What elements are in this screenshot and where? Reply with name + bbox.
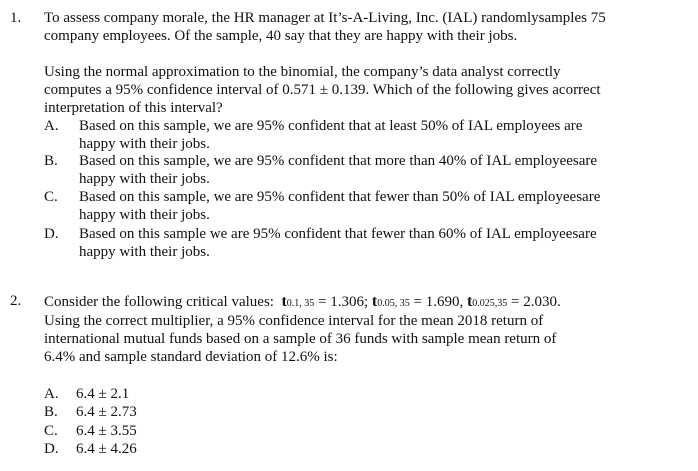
question-1-body-line-3: interpretation of this interval? bbox=[44, 100, 223, 116]
t-symbol-2: t bbox=[371, 293, 378, 310]
question-2-body-line-2: international mutual funds based on a sample of 36 funds with sample mean return of bbox=[44, 331, 557, 347]
question-2-body-line-1: Using the correct multiplier, a 95% confidence interval for the mean 2018 return of bbox=[44, 313, 544, 329]
option-text: 6.4 ± 2.1 bbox=[76, 386, 130, 402]
option-letter: D. bbox=[44, 226, 59, 242]
t-subscript-3: 0.025,35 bbox=[472, 298, 508, 309]
t-symbol-1: t bbox=[281, 293, 287, 310]
option-text: 6.4 ± 3.55 bbox=[76, 423, 137, 439]
t-value-3: = 2.030. bbox=[507, 294, 561, 310]
option-text-line-2: happy with their jobs. bbox=[79, 135, 210, 152]
question-1-stem-line-1: To assess company morale, the HR manager at It’s-A-Living, Inc. (IAL) randomlysamples 75 bbox=[44, 10, 606, 26]
option-text-line-1: Based on this sample, we are 95% confident that at least 50% of IAL employees are bbox=[79, 118, 583, 134]
question-2-body-line-3: 6.4% and sample standard deviation of 12.6% is: bbox=[44, 349, 338, 365]
t-subscript-1: 0.1, 35 bbox=[286, 298, 315, 309]
option-letter: C. bbox=[44, 189, 58, 205]
question-2-number: 2. bbox=[10, 293, 22, 309]
option-letter: D. bbox=[44, 441, 59, 457]
option-text-line-2: happy with their jobs. bbox=[79, 170, 210, 187]
option-text: 6.4 ± 4.26 bbox=[76, 441, 137, 457]
option-letter: B. bbox=[44, 404, 58, 420]
question-1-stem-line-2: company employees. Of the sample, 40 say that they are happy with their jobs. bbox=[44, 28, 518, 44]
option-text-line-1: Based on this sample, we are 95% confident that more than 40% of IAL employeesare bbox=[79, 153, 598, 169]
option-letter: A. bbox=[44, 118, 59, 134]
t-symbol-3: t bbox=[466, 293, 473, 310]
option-text-line-2: happy with their jobs. bbox=[79, 206, 210, 223]
question-1-number: 1. bbox=[10, 10, 22, 26]
question-1-body-line-2: computes a 95% confidence interval of 0.571 ± 0.139. Which of the following gives acorrect bbox=[44, 82, 601, 98]
option-letter: B. bbox=[44, 153, 58, 169]
t-subscript-2: 0.05, 35 bbox=[377, 298, 410, 309]
option-text-line-2: happy with their jobs. bbox=[79, 243, 210, 260]
option-letter: C. bbox=[44, 423, 58, 439]
t-value-2: = 1.690, bbox=[409, 294, 464, 310]
question-1-body-line-1: Using the normal approximation to the binomial, the company’s data analyst correctly bbox=[44, 64, 561, 80]
option-text-line-1: Based on this sample, we are 95% confident that fewer than 50% of IAL employeesare bbox=[79, 189, 601, 205]
option-letter: A. bbox=[44, 386, 59, 402]
t-value-1: = 1.306; bbox=[314, 294, 369, 310]
question-2-critical-values-line bbox=[44, 293, 684, 312]
option-text: 6.4 ± 2.73 bbox=[76, 404, 137, 420]
option-text-line-1: Based on this sample we are 95% confident that fewer than 60% of IAL employeesare bbox=[79, 226, 597, 242]
critical-values-intro: Consider the following critical values: bbox=[44, 294, 274, 310]
